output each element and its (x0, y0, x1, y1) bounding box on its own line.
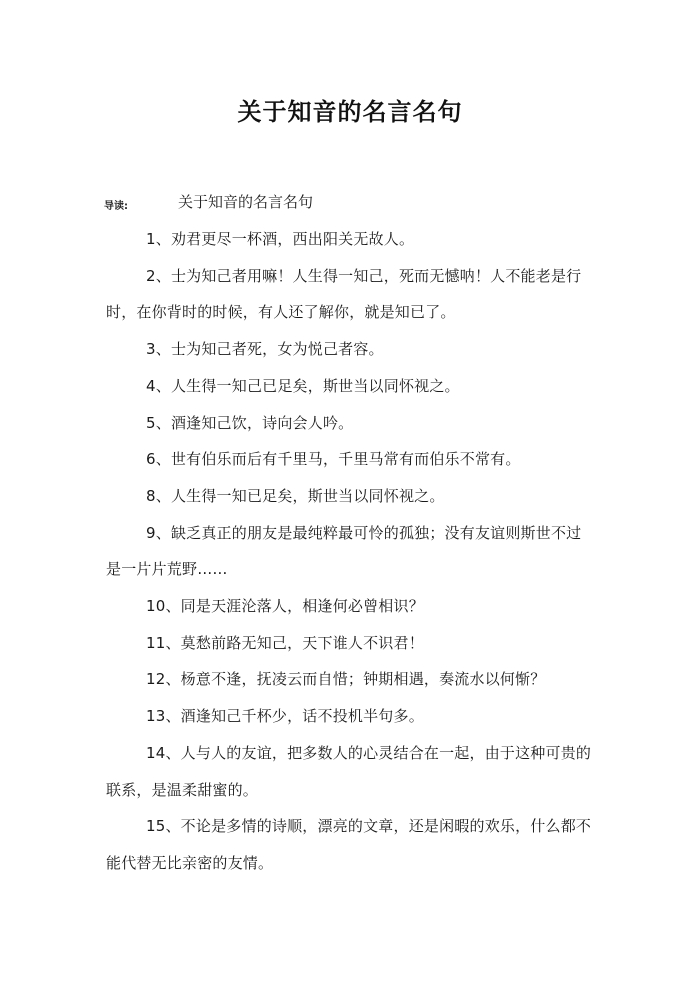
quote-paragraph: 15、不论是多情的诗顺，漂亮的文章，还是闲暇的欢乐，什么都不能代替无比亲密的友情。 (106, 817, 592, 872)
quote-paragraph: 6、世有伯乐而后有千里马，千里马常有而伯乐不常有。 (146, 450, 521, 469)
quote-paragraph: 11、莫愁前路无知己，天下谁人不识君！ (146, 633, 424, 652)
quote-paragraph: 3、士为知己者死，女为悦己者容。 (146, 340, 384, 359)
quote-list (106, 221, 594, 882)
quote-paragraph: 2、士为知己者用嘛！人生得一知己，死而无憾呐！人不能老是行时，在你背时的时候，有人还了解你，就是知已了。 (106, 266, 582, 322)
intro-label: 导读: (104, 201, 128, 212)
quote-paragraph: 12、杨意不逢，抚凌云而自惜；钟期相遇，奏流水以何惭？ (146, 670, 546, 689)
quote-paragraph: 5、酒逢知己饮，诗向会人吟。 (146, 413, 354, 432)
document-title: 关于知音的名言名句 (237, 98, 463, 126)
quote-paragraph: 4、人生得一知己已足矣，斯世当以同怀视之。 (146, 376, 460, 395)
quote-paragraph: 1、劝君更尽一杯酒，西出阳关无故人。 (146, 230, 415, 248)
intro-text: 关于知音的名言名句 (178, 193, 314, 211)
quote-paragraph: 8、人生得一知已足矣，斯世当以同怀视之。 (146, 486, 445, 505)
quote-paragraph: 13、酒逢知己千杯少，话不投机半句多。 (146, 707, 424, 726)
quote-paragraph: 9、缺乏真正的朋友是最纯粹最可怜的孤独；没有友谊则斯世不过是一片片荒野…… (106, 523, 582, 579)
intro-line (104, 191, 624, 213)
quote-paragraph: 14、人与人的友谊，把多数人的心灵结合在一起，由于这种可贵的联系，是温柔甜蜜的。 (106, 743, 592, 799)
quote-paragraph: 10、同是天涯沦落人，相逢何必曾相识？ (146, 597, 424, 616)
